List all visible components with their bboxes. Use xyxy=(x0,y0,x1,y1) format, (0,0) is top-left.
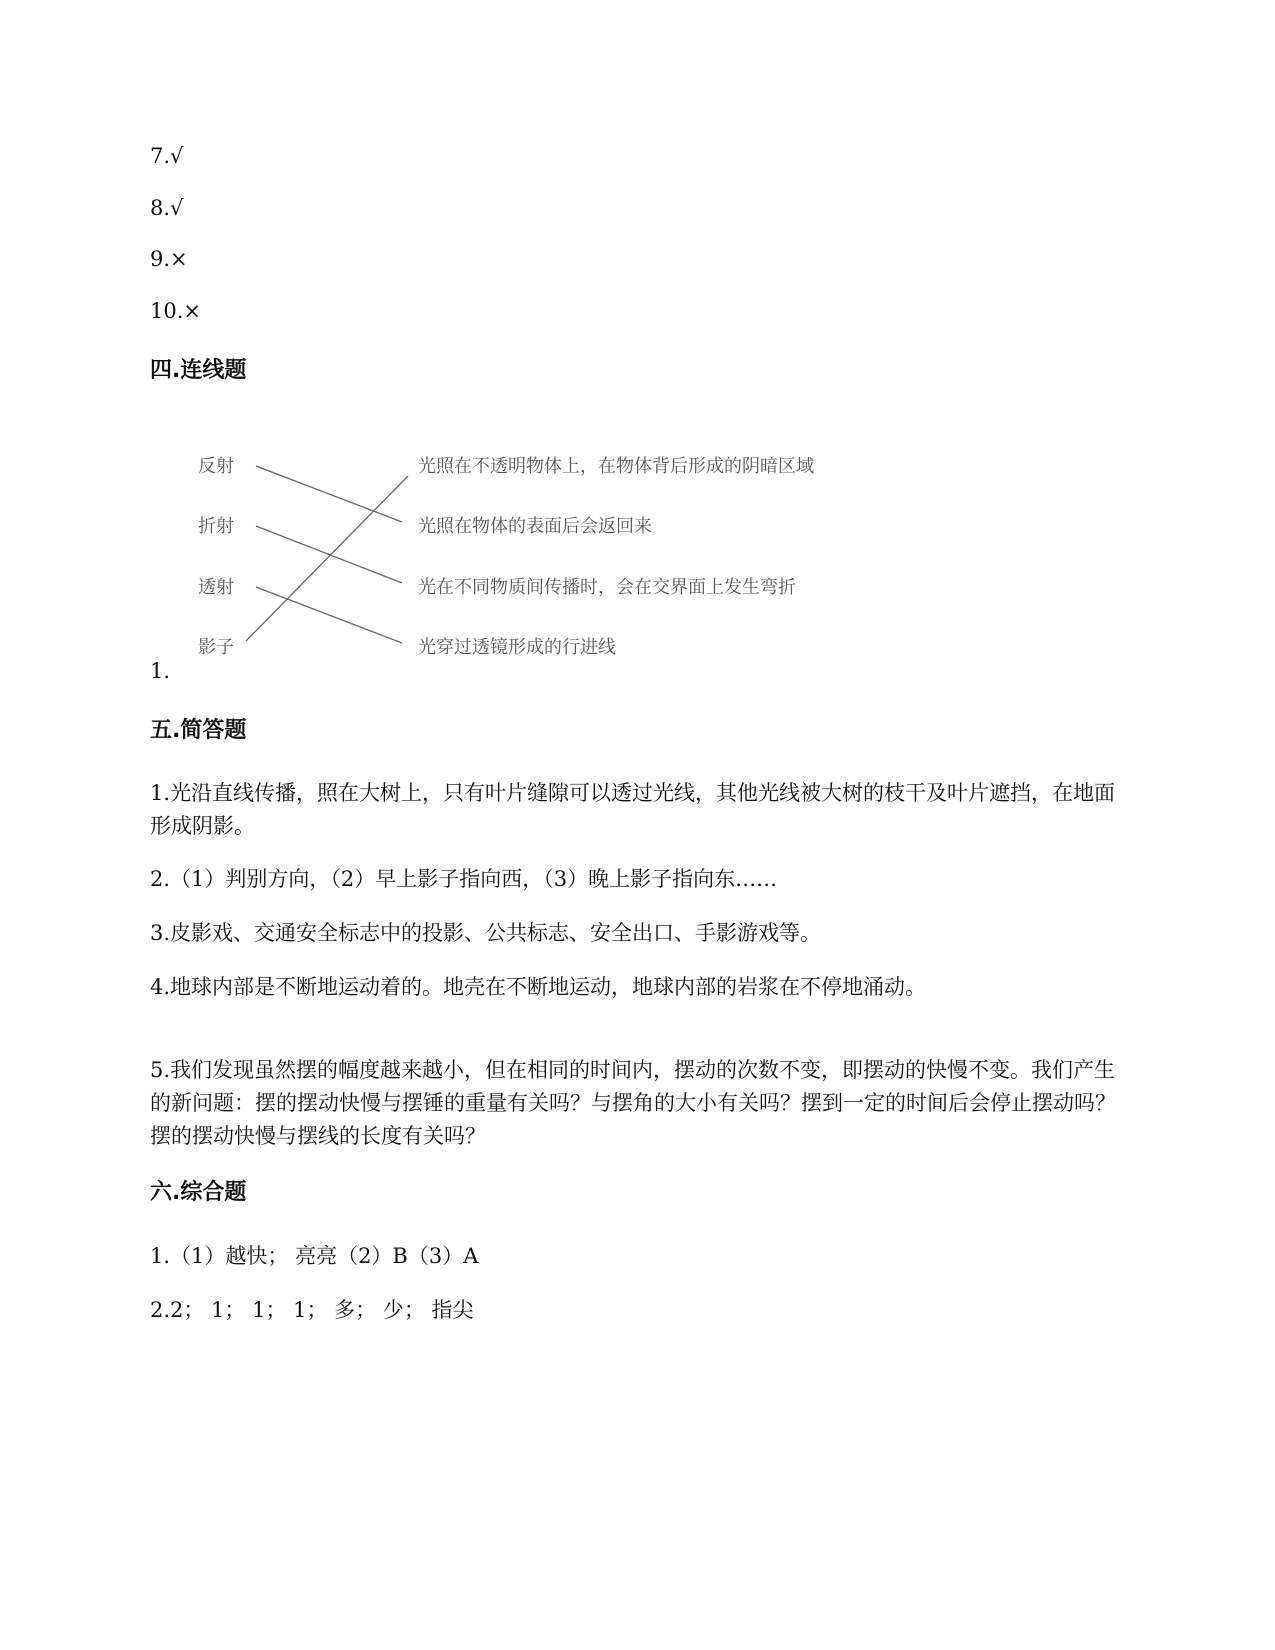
definition-1: 光照在物体的表面后会返回来 xyxy=(418,516,652,537)
answer-10: 10.× xyxy=(150,299,201,323)
definition-2: 光在不同物质间传播时，会在交界面上发生弯折 xyxy=(418,577,796,598)
short-answer-5: 5.我们发现虽然摆的幅度越来越小，但在相同的时间内，摆动的次数不变，即摆动的快慢不变。我们产生的新问题：摆的摆动快慢与摆锤的重量有关吗？与摆角的大小有关吗？摆到一定的时间后会停止摆动吗？摆的摆动快慢与摆线的长度有关吗？ xyxy=(150,1058,1116,1148)
definition-3: 光穿过透镜形成的行进线 xyxy=(418,637,616,658)
short-answer-2: 2.（1）判别方向，（2）早上影子指向西，（3）晚上影子指向东…… xyxy=(150,867,778,891)
section-heading-comprehensive: 六.综合题 xyxy=(150,1180,247,1205)
connection-line-0 xyxy=(256,466,402,522)
left-terms xyxy=(198,456,234,658)
comprehensive-answer-1: 1.（1）越快； 亮亮（2）B（3）A xyxy=(150,1244,479,1268)
answer-8: 8.√ xyxy=(150,196,184,220)
connection-line-1 xyxy=(256,526,402,583)
definition-0: 光照在不透明物体上，在物体背后形成的阴暗区域 xyxy=(418,456,814,477)
section-heading-matching: 四.连线题 xyxy=(150,358,247,383)
connection-line-2 xyxy=(256,587,402,643)
short-answer-4: 4.地球内部是不断地运动着的。地壳在不断地运动，地球内部的岩浆在不停地涌动。 xyxy=(150,975,927,999)
section-heading-short-answer: 五.简答题 xyxy=(150,718,247,743)
term-0: 反射 xyxy=(198,456,234,477)
short-answer-1: 1.光沿直线传播，照在大树上，只有叶片缝隙可以透过光线，其他光线被大树的枝干及叶片遮挡，在地面形成阴影。 xyxy=(150,781,1116,838)
term-1: 折射 xyxy=(198,516,234,537)
answer-7: 7.√ xyxy=(150,144,184,168)
answer-9: 9.× xyxy=(150,247,188,271)
comprehensive-answer-2: 2.2； 1； 1； 1； 多； 少； 指尖 xyxy=(150,1298,474,1322)
term-3: 影子 xyxy=(198,637,234,658)
connection-lines xyxy=(246,466,408,643)
connection-line-3 xyxy=(246,476,408,641)
matching-item-label: 1. xyxy=(150,659,171,683)
short-answer-3: 3.皮影戏、交通安全标志中的投影、公共标志、安全出口、手影游戏等。 xyxy=(150,921,822,945)
right-definitions xyxy=(418,456,814,658)
term-2: 透射 xyxy=(198,577,234,598)
